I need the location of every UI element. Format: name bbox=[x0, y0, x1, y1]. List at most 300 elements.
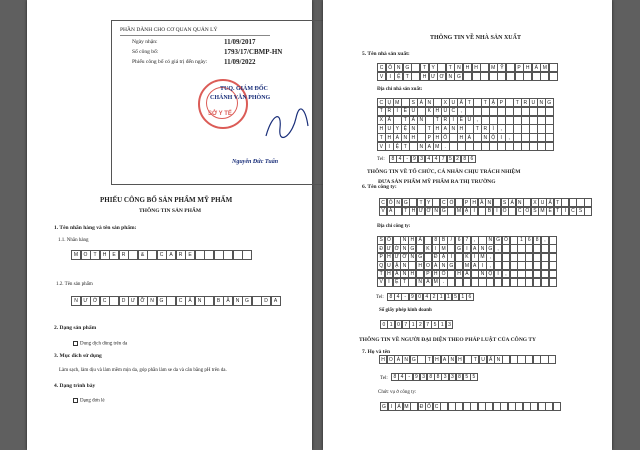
grid-row bbox=[377, 98, 553, 107]
grid-cell: R bbox=[521, 98, 530, 107]
grid-cell: T bbox=[377, 133, 386, 142]
company-tel-label: Tel: bbox=[376, 295, 384, 300]
grid-cell: E bbox=[109, 250, 119, 260]
grid-cell: T bbox=[401, 116, 410, 125]
grid-row bbox=[379, 207, 592, 216]
grid-cell: Ô bbox=[386, 63, 395, 72]
grid-cell: I bbox=[447, 253, 455, 262]
grid-cell: À bbox=[394, 355, 402, 364]
grid-cell: T bbox=[554, 207, 562, 216]
grid-cell: Ạ bbox=[463, 207, 471, 216]
grid-cell: N bbox=[417, 142, 426, 151]
purpose-text: Làm sạch, làm dịu và làm mềm mịn da, góp phần làm se da và cân bằng pH trên da. bbox=[59, 368, 227, 373]
grid-cell: P bbox=[424, 270, 432, 279]
grid-cell: V bbox=[377, 142, 386, 151]
grid-cell: Ố bbox=[385, 236, 393, 245]
sign-title-2: CHÁNH VĂN PHÒNG bbox=[210, 95, 271, 101]
company-grid bbox=[379, 198, 592, 215]
grid-cell: . bbox=[439, 278, 447, 287]
valid-until-value: 11/09/2022 bbox=[224, 58, 256, 66]
grid-cell: A bbox=[425, 142, 434, 151]
grid-cell: 4 bbox=[394, 293, 402, 301]
grid-cell: H bbox=[433, 133, 442, 142]
grid-cell: C bbox=[449, 107, 458, 116]
grid-cell: I bbox=[471, 253, 479, 262]
grid-cell: Ổ bbox=[447, 198, 455, 207]
grid-cell: Ỹ bbox=[497, 63, 506, 72]
grid-row bbox=[377, 278, 556, 286]
grid-cell: C bbox=[157, 250, 167, 260]
company-address-label: Địa chỉ công ty: bbox=[377, 224, 411, 229]
grid-cell: N bbox=[537, 98, 546, 107]
grid-cell: X bbox=[377, 116, 386, 125]
grid-cell: 9 bbox=[411, 155, 419, 163]
grid-cell bbox=[147, 250, 157, 260]
grid-cell: - bbox=[405, 373, 413, 381]
grid-cell: T bbox=[377, 270, 385, 279]
grid-cell: U bbox=[479, 355, 487, 364]
grid-cell: N bbox=[446, 72, 455, 81]
grid-cell: 0 bbox=[395, 320, 403, 329]
grid-cell: 4 bbox=[398, 373, 406, 381]
grid-cell: Ệ bbox=[393, 142, 402, 151]
manufacturer-grid bbox=[377, 63, 557, 81]
grid-cell: Ô bbox=[387, 198, 395, 207]
grid-cell: 4 bbox=[396, 155, 404, 163]
grid-cell: V bbox=[377, 278, 385, 287]
grid-cell: Ầ bbox=[478, 198, 486, 207]
grid-cell: N bbox=[401, 133, 410, 142]
grid-cell: R bbox=[441, 116, 450, 125]
grid-cell: H bbox=[385, 253, 393, 262]
grid-cell: C bbox=[569, 207, 577, 216]
grid-cell: N bbox=[454, 63, 463, 72]
grid-cell: Ư bbox=[81, 296, 91, 306]
section-7-heading: 7. Họ và tên bbox=[362, 349, 391, 355]
grid-cell: Õ bbox=[502, 236, 510, 245]
grid-cell: T bbox=[554, 198, 562, 207]
grid-cell: 8 bbox=[427, 373, 435, 381]
grid-cell: 6 bbox=[466, 293, 474, 301]
grid-cell: H bbox=[433, 107, 442, 116]
grid-cell: I bbox=[494, 270, 502, 279]
announcement-no-value: 1793/17/CBMP-HN bbox=[224, 48, 283, 56]
grid-cell: H bbox=[432, 270, 440, 279]
grid-cell: 7 bbox=[463, 236, 471, 245]
signer-name: Nguyễn Đức Tuấn bbox=[232, 159, 279, 165]
grid-cell: 3 bbox=[441, 373, 449, 381]
grid-cell: Ề bbox=[401, 107, 410, 116]
product-grid bbox=[71, 296, 280, 306]
grid-cell: G bbox=[447, 261, 455, 270]
grid-cell: I bbox=[493, 207, 501, 216]
grid-cell: R bbox=[481, 124, 490, 133]
grid-cell: Y bbox=[429, 63, 438, 72]
grid-cell: Ố bbox=[425, 402, 433, 411]
grid-cell: Ú bbox=[441, 107, 450, 116]
grid-cell: R bbox=[119, 250, 129, 260]
grid-cell: 4 bbox=[432, 155, 440, 163]
grid-cell: T bbox=[401, 142, 410, 151]
grid-cell: T bbox=[425, 355, 433, 364]
grid-cell: / bbox=[447, 236, 455, 245]
grid-cell: N bbox=[147, 296, 157, 306]
grid-cell: 5 bbox=[452, 293, 460, 301]
grid-cell: 4 bbox=[423, 293, 431, 301]
grid-cell: 8 bbox=[389, 155, 397, 163]
grid-cell: , bbox=[541, 236, 549, 245]
grid-cell: C bbox=[100, 296, 110, 306]
grid-cell: Ố bbox=[439, 270, 447, 279]
grid-cell: V bbox=[379, 207, 387, 216]
grid-cell: O bbox=[387, 355, 395, 364]
grid-row bbox=[379, 355, 556, 364]
grid-cell: T bbox=[425, 124, 434, 133]
representative-position-label: Chức vụ ở công ty: bbox=[378, 390, 417, 395]
grid-cell: Ệ bbox=[401, 124, 410, 133]
grid-cell: B bbox=[485, 207, 493, 216]
grid-cell: D bbox=[261, 296, 271, 306]
grid-cell: T bbox=[471, 355, 479, 364]
grid-cell: E bbox=[546, 207, 554, 216]
grid-cell: X bbox=[441, 98, 450, 107]
grid-cell: G bbox=[440, 207, 448, 216]
grid-cell: K bbox=[425, 107, 434, 116]
grid-cell: N bbox=[233, 296, 243, 306]
grid-cell: 5 bbox=[463, 373, 471, 381]
grid-cell: H bbox=[377, 124, 386, 133]
grid-cell: 8 bbox=[391, 373, 399, 381]
section-5-heading: 5. Tên nhà sản xuất: bbox=[362, 51, 410, 57]
grid-cell: C bbox=[379, 198, 387, 207]
grid-cell: I bbox=[463, 244, 471, 253]
grid-cell: G bbox=[403, 63, 412, 72]
grid-cell: U bbox=[385, 261, 393, 270]
grid-cell: G bbox=[402, 198, 410, 207]
grid-cell: Ậ bbox=[393, 261, 401, 270]
grid-cell: Ỡ bbox=[138, 296, 148, 306]
grid-cell: H bbox=[416, 261, 424, 270]
grid-cell: M bbox=[456, 208, 462, 214]
grid-cell: T bbox=[377, 107, 386, 116]
license-grid bbox=[380, 320, 453, 329]
grid-cell: N bbox=[408, 253, 416, 262]
representative-tel-grid bbox=[391, 373, 477, 381]
grid-cell: 7 bbox=[402, 320, 410, 329]
grid-cell: I bbox=[470, 207, 478, 216]
grid-cell: 5 bbox=[470, 373, 478, 381]
brand-grid bbox=[71, 250, 252, 260]
grid-cell: C bbox=[433, 402, 441, 411]
grid-row bbox=[377, 244, 556, 252]
grid-cell: Ấ bbox=[487, 355, 495, 364]
grid-cell: 8 bbox=[432, 236, 440, 245]
product-form-text: Dung dịch dùng trên da bbox=[80, 341, 128, 347]
section-4-heading: 4. Dạng trình bày bbox=[54, 383, 96, 389]
grid-cell: , bbox=[494, 244, 502, 253]
grid-cell bbox=[545, 142, 554, 151]
grid-cell: 3 bbox=[446, 320, 454, 329]
grid-cell: E bbox=[185, 250, 195, 260]
grid-cell: M bbox=[71, 250, 81, 260]
grid-cell: H bbox=[455, 270, 463, 279]
grid-cell: Đ bbox=[432, 253, 440, 262]
grid-cell: P bbox=[497, 98, 506, 107]
grid-cell: P bbox=[463, 198, 471, 207]
grid-cell: R bbox=[176, 250, 186, 260]
grid-cell: A bbox=[166, 250, 176, 260]
grid-row bbox=[380, 402, 560, 411]
grid-cell: N bbox=[402, 355, 410, 364]
grid-cell: I bbox=[386, 72, 395, 81]
grid-cell: T bbox=[402, 207, 410, 216]
grid-cell: A bbox=[271, 296, 281, 306]
grid-cell bbox=[549, 72, 558, 81]
received-date-value: 11/09/2017 bbox=[224, 38, 256, 46]
grid-cell: À bbox=[463, 270, 471, 279]
grid-cell: B bbox=[439, 236, 447, 245]
grid-cell: T bbox=[473, 124, 482, 133]
presentation-option bbox=[73, 398, 105, 404]
grid-cell: T bbox=[403, 72, 412, 81]
grid-cell: G bbox=[494, 236, 502, 245]
responsible-header-2: ĐƯA SẢN PHẨM MỸ PHẨM RA THỊ TRƯỜNG bbox=[378, 179, 496, 185]
grid-cell: Ư bbox=[393, 253, 401, 262]
grid-cell: N bbox=[416, 278, 424, 287]
grid-cell: M bbox=[489, 63, 498, 72]
grid-cell: N bbox=[448, 355, 456, 364]
grid-cell bbox=[214, 250, 224, 260]
grid-cell: H bbox=[385, 270, 393, 279]
grid-cell: Ờ bbox=[394, 245, 399, 252]
presentation-text: Dạng đơn lẻ bbox=[80, 398, 105, 404]
grid-cell: 1 bbox=[459, 293, 467, 301]
grid-cell: À bbox=[416, 236, 424, 245]
grid-cell: 4 bbox=[425, 155, 433, 163]
grid-cell: S bbox=[377, 236, 385, 245]
grid-cell: 2 bbox=[454, 155, 462, 163]
grid-cell: 3 bbox=[449, 373, 457, 381]
grid-cell: T bbox=[433, 116, 442, 125]
grid-cell: N bbox=[394, 63, 403, 72]
grid-cell: C bbox=[176, 296, 186, 306]
grid-row bbox=[389, 155, 475, 163]
grid-cell: N bbox=[417, 116, 426, 125]
grid-cell: , bbox=[473, 116, 482, 125]
grid-cell: M bbox=[404, 403, 409, 410]
grid-cell: 3 bbox=[420, 373, 428, 381]
grid-cell: I bbox=[385, 278, 393, 287]
grid-cell: Ụ bbox=[385, 98, 394, 107]
valid-until-label: Phiếu công bố có giá trị đến ngày: bbox=[132, 59, 208, 65]
grid-cell: - bbox=[403, 155, 411, 163]
grid-cell: T bbox=[417, 198, 425, 207]
grid-cell: Q bbox=[377, 261, 385, 270]
sign-title-1: TUQ. GIÁM ĐỐC bbox=[220, 86, 268, 92]
grid-cell: Ớ bbox=[90, 296, 100, 306]
company-tel-grid bbox=[387, 293, 473, 301]
grid-cell: M bbox=[433, 142, 442, 151]
grid-cell: G bbox=[416, 253, 424, 262]
grid-cell: , bbox=[497, 124, 506, 133]
grid-cell: N bbox=[478, 270, 486, 279]
grid-cell: A bbox=[471, 261, 479, 270]
manufacturer-address-label: Địa chỉ nhà sản xuất: bbox=[377, 87, 423, 92]
representative-name-grid bbox=[379, 355, 556, 364]
grid-cell: X bbox=[531, 198, 539, 207]
grid-cell: G bbox=[157, 296, 167, 306]
grid-cell: - bbox=[401, 293, 409, 301]
grid-cell: Â bbox=[185, 296, 195, 306]
section-2-heading: 2. Dạng sản phẩm bbox=[54, 325, 97, 331]
grid-cell: 8 bbox=[533, 236, 541, 245]
responsible-header-1: THÔNG TIN VỀ TỔ CHỨC, CÁ NHÂN CHỊU TRÁCH NHIỆM bbox=[367, 169, 521, 175]
section-1-heading: 1. Tên nhãn hàng và tên sản phẩm: bbox=[54, 225, 137, 231]
grid-cell: S bbox=[409, 98, 418, 107]
agency-divider bbox=[120, 35, 270, 36]
grid-cell: I bbox=[432, 244, 440, 253]
manufacturer-tel-grid bbox=[389, 155, 475, 163]
grid-cell: M bbox=[393, 98, 402, 107]
grid-cell bbox=[252, 296, 262, 306]
grid-cell: N bbox=[486, 236, 494, 245]
grid-cell: Ã bbox=[385, 116, 394, 125]
grid-cell: K bbox=[463, 253, 471, 262]
grid-cell: G bbox=[545, 98, 554, 107]
grid-cell: C bbox=[377, 98, 386, 107]
grid-cell bbox=[242, 250, 252, 260]
grid-row bbox=[377, 261, 556, 269]
grid-cell bbox=[128, 250, 138, 260]
grid-cell: S bbox=[501, 198, 509, 207]
grid-cell: N bbox=[481, 133, 490, 142]
manufacturer-header: THÔNG TIN VỀ NHÀ SẢN XUẤT bbox=[430, 35, 521, 41]
grid-cell: D bbox=[119, 296, 129, 306]
grid-cell: K bbox=[424, 244, 432, 253]
grid-cell: O bbox=[424, 261, 432, 270]
grid-cell bbox=[233, 250, 243, 260]
grid-cell: 6 bbox=[455, 236, 463, 245]
grid-cell: Y bbox=[393, 124, 402, 133]
grid-cell bbox=[195, 250, 205, 260]
grid-cell bbox=[204, 250, 214, 260]
grid-cell: Đ bbox=[418, 402, 426, 411]
grid-cell: À bbox=[393, 270, 401, 279]
grid-cell: C bbox=[440, 198, 448, 207]
grid-cell: N bbox=[400, 270, 408, 279]
grid-row bbox=[377, 124, 553, 133]
grid-cell: P bbox=[515, 63, 524, 72]
grid-cell bbox=[548, 355, 556, 364]
section-6-heading: 6. Tên công ty: bbox=[362, 184, 397, 190]
brand-label: 1.1. Nhãn hàng bbox=[58, 238, 89, 243]
representative-tel-label: Tel: bbox=[380, 376, 388, 381]
grid-row bbox=[379, 198, 592, 207]
grid-cell: G bbox=[408, 244, 416, 253]
grid-cell: , bbox=[486, 253, 494, 262]
product-label: 1.2. Tên sản phẩm bbox=[56, 282, 93, 287]
grid-cell: M bbox=[540, 208, 545, 214]
grid-row bbox=[377, 253, 556, 261]
grid-row bbox=[377, 63, 557, 72]
grid-cell: P bbox=[377, 253, 385, 262]
grid-cell: N bbox=[494, 355, 502, 364]
grid-cell: I bbox=[393, 107, 402, 116]
grid-cell: , bbox=[502, 270, 510, 279]
grid-cell: V bbox=[377, 72, 386, 81]
manufacturer-tel-label: Tel: bbox=[377, 157, 385, 162]
section-3-heading: 3. Mục đích sử dụng bbox=[54, 353, 102, 359]
grid-cell: A bbox=[471, 244, 479, 253]
grid-cell: H bbox=[463, 63, 472, 72]
grid-cell: N bbox=[400, 244, 408, 253]
grid-cell: N bbox=[195, 296, 205, 306]
grid-cell: H bbox=[470, 198, 478, 207]
grid-cell: T bbox=[446, 63, 455, 72]
grid-cell: H bbox=[379, 355, 387, 364]
grid-row bbox=[391, 373, 477, 381]
grid-cell: Ấ bbox=[457, 98, 466, 107]
grid-cell: A bbox=[441, 124, 450, 133]
grid-cell: M bbox=[432, 278, 440, 287]
grid-cell: 7 bbox=[439, 155, 447, 163]
grid-cell: Ấ bbox=[546, 198, 554, 207]
grid-cell: G bbox=[455, 244, 463, 253]
grid-cell: À bbox=[387, 207, 395, 216]
grid-cell: Ư bbox=[429, 72, 438, 81]
grid-cell: Ằ bbox=[223, 296, 233, 306]
company-address-grid bbox=[377, 236, 556, 286]
grid-cell: G bbox=[486, 244, 494, 253]
grid-cell: U bbox=[529, 98, 538, 107]
grid-cell: À bbox=[432, 261, 440, 270]
grid-cell: 0 bbox=[380, 320, 388, 329]
grid-cell: N bbox=[449, 124, 458, 133]
grid-row bbox=[380, 320, 453, 329]
checkbox-icon bbox=[73, 398, 78, 403]
grid-cell: , bbox=[486, 261, 494, 270]
grid-cell: 0 bbox=[416, 293, 424, 301]
grid-cell: 9 bbox=[413, 373, 421, 381]
grid-cell: T bbox=[400, 278, 408, 287]
license-label: Số giấy phép kinh doanh bbox=[379, 308, 432, 313]
grid-cell: H bbox=[456, 355, 464, 364]
grid-cell: Ì bbox=[489, 124, 498, 133]
grid-cell: , bbox=[505, 133, 514, 142]
grid-cell: 8 bbox=[461, 155, 469, 163]
grid-cell: , bbox=[457, 107, 466, 116]
grid-cell: 1 bbox=[437, 293, 445, 301]
grid-cell: À bbox=[465, 133, 474, 142]
grid-cell: H bbox=[457, 133, 466, 142]
grid-cell: Ờ bbox=[402, 254, 407, 261]
grid-cell: H bbox=[523, 63, 532, 72]
grid-cell: H bbox=[409, 207, 417, 216]
grid-cell: G bbox=[410, 355, 418, 364]
grid-cell: 1 bbox=[387, 320, 395, 329]
grid-cell: H bbox=[472, 63, 481, 72]
grid-row bbox=[377, 72, 557, 81]
grid-cell: M bbox=[478, 253, 486, 262]
grid-cell: Â bbox=[409, 116, 418, 125]
grid-cell: T bbox=[420, 63, 429, 72]
grid-cell: N bbox=[439, 261, 447, 270]
grid-cell: 1 bbox=[517, 236, 525, 245]
grid-cell bbox=[549, 278, 557, 287]
grid-cell: U bbox=[465, 116, 474, 125]
doc-subtitle: THÔNG TIN SẢN PHẨM bbox=[139, 208, 202, 214]
grid-cell: M bbox=[540, 63, 549, 72]
